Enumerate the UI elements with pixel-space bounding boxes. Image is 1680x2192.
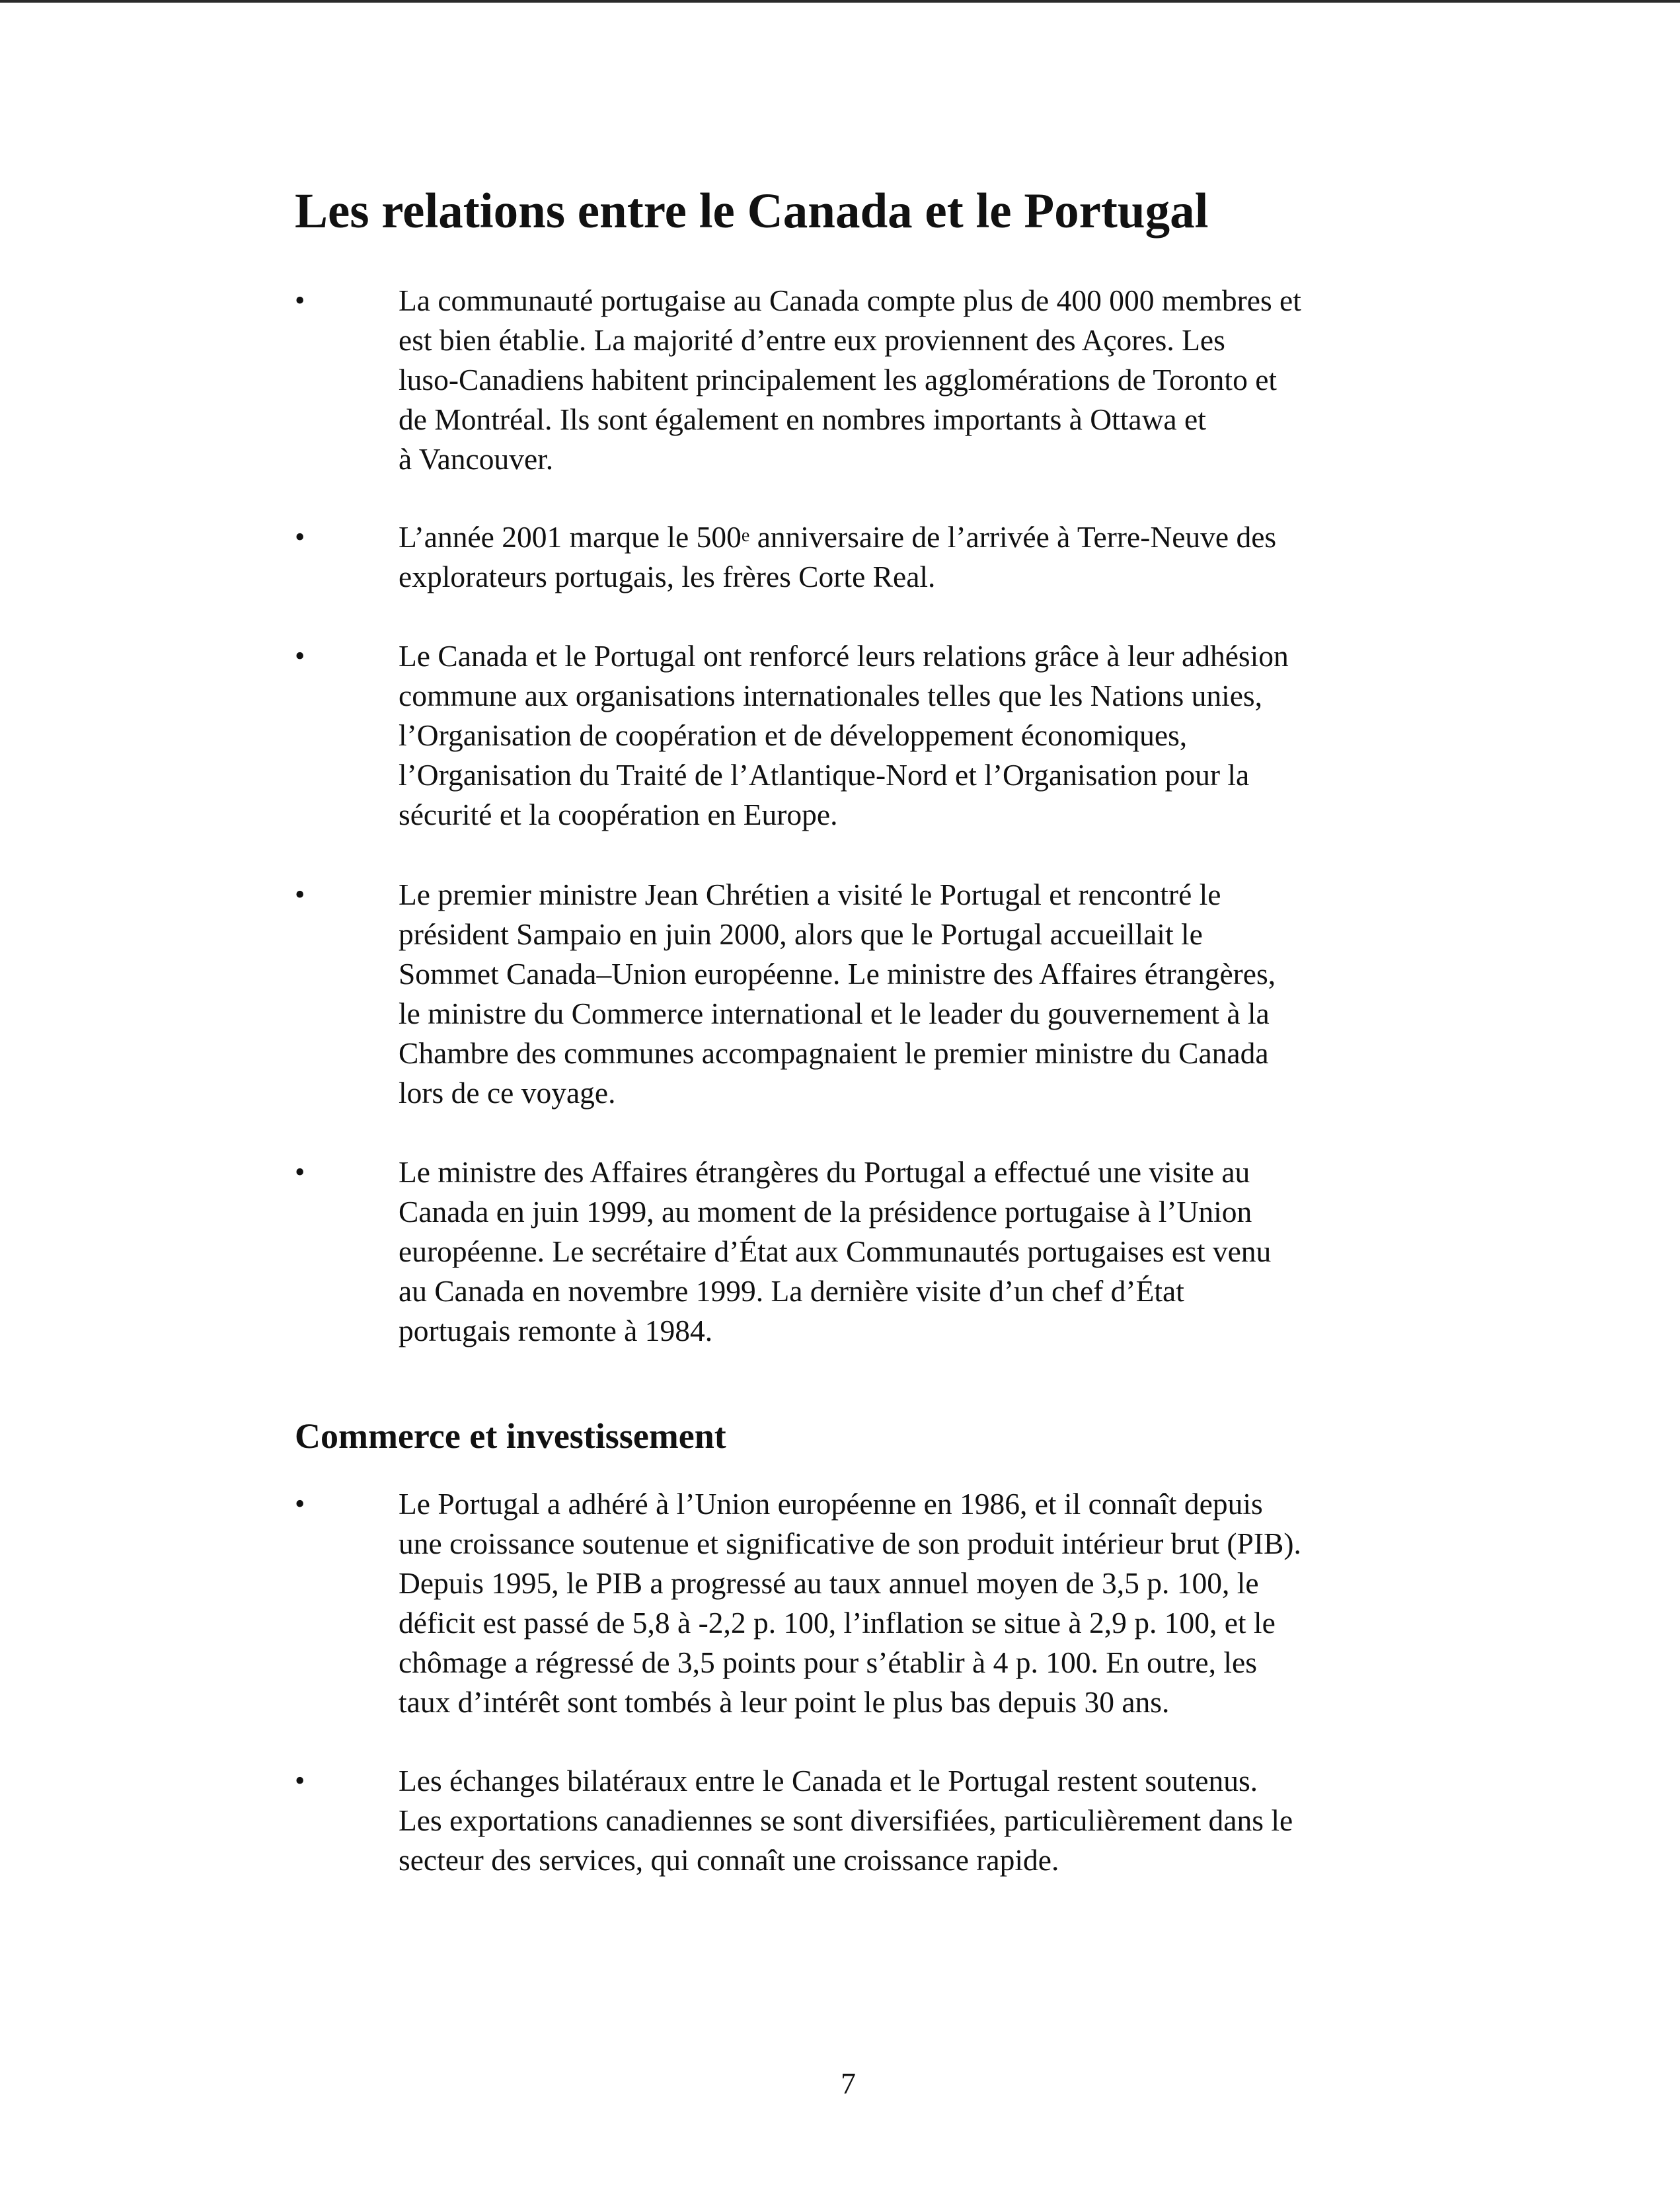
text-line: Les échanges bilatéraux entre le Canada et le Portugal restent soutenus. [399, 1764, 1258, 1797]
text-line: sécurité et la coopération en Europe. [399, 798, 838, 831]
text-line: explorateurs portugais, les frères Corte Real. [399, 560, 936, 593]
text-line: La communauté portugaise au Canada compte plus de 400 000 membres et [399, 283, 1301, 317]
bullet-marker: • [295, 878, 305, 911]
text-line: le ministre du Commerce international et le leader du gouvernement à la [399, 997, 1270, 1030]
list-item-text [399, 636, 1418, 835]
text-line: une croissance soutenue et significative de son produit intérieur brut (PIB). [399, 1527, 1301, 1560]
text-line: taux d’intérêt sont tombés à leur point le plus bas depuis 30 ans. [399, 1685, 1170, 1719]
text-line: Le ministre des Affaires étrangères du Portugal a effectué une visite au [399, 1155, 1250, 1189]
text-line: l’Organisation du Traité de l’Atlantique-Nord et l’Organisation pour la [399, 758, 1250, 792]
text-line: Le Canada et le Portugal ont renforcé leurs relations grâce à leur adhésion [399, 639, 1289, 673]
superscript: e [741, 525, 750, 546]
text-segment: anniversaire de l’arrivée à Terre-Neuve des [749, 520, 1277, 554]
bullet-marker: • [295, 640, 305, 672]
page-title: Les relations entre le Canada et le Portugal [295, 184, 1209, 239]
bullet-marker: • [295, 284, 305, 317]
list-item-text [399, 875, 1418, 1113]
text-line: Chambre des communes accompagnaient le premier ministre du Canada [399, 1036, 1269, 1070]
text-line: Le Portugal a adhéré à l’Union européenne en 1986, et il connaît depuis [399, 1487, 1263, 1521]
text-line: Canada en juin 1999, au moment de la présidence portugaise à l’Union [399, 1195, 1252, 1228]
text-line [399, 517, 1418, 557]
bullet-marker: • [295, 1156, 305, 1188]
text-line: est bien établie. La majorité d’entre eux proviennent des Açores. Les [399, 323, 1225, 357]
text-line: secteur des services, qui connaît une croissance rapide. [399, 1843, 1059, 1877]
text-line: européenne. Le secrétaire d’État aux Communautés portugaises est venu [399, 1234, 1272, 1268]
list-item-text [399, 281, 1418, 479]
text-line: à Vancouver. [399, 442, 554, 476]
text-line: Le premier ministre Jean Chrétien a visité le Portugal et rencontré le [399, 878, 1221, 911]
text-line: Les exportations canadiennes se sont diversifiées, particulièrement dans le [399, 1803, 1293, 1837]
list-item-text [399, 517, 1418, 597]
list-item-text [399, 1484, 1418, 1722]
text-line: l’Organisation de coopération et de développement économiques, [399, 718, 1188, 752]
list-item-text [399, 1761, 1418, 1880]
section-title: Commerce et investissement [295, 1416, 726, 1456]
text-line: lors de ce voyage. [399, 1076, 616, 1110]
text-segment: L’année 2001 marque le 500 [399, 520, 742, 554]
text-line: au Canada en novembre 1999. La dernière visite d’un chef d’État [399, 1274, 1184, 1308]
text-line: luso-Canadiens habitent principalement les agglomérations de Toronto et [399, 363, 1278, 397]
text-line: déficit est passé de 5,8 à -2,2 p. 100, l’inflation se situe à 2,9 p. 100, et le [399, 1606, 1276, 1640]
bullet-marker: • [295, 1764, 305, 1797]
text-line: Sommet Canada–Union européenne. Le ministre des Affaires étrangères, [399, 957, 1276, 991]
text-line: commune aux organisations internationales telles que les Nations unies, [399, 679, 1262, 712]
scan-edge-line [0, 0, 1680, 3]
text-line: de Montréal. Ils sont également en nombres importants à Ottawa et [399, 402, 1206, 436]
bullet-marker: • [295, 1488, 305, 1520]
bullet-marker: • [295, 521, 305, 553]
text-line: portugais remonte à 1984. [399, 1314, 713, 1347]
text-line: Depuis 1995, le PIB a progressé au taux annuel moyen de 3,5 p. 100, le [399, 1566, 1259, 1600]
page-number: 7 [841, 2066, 856, 2100]
list-item-text [399, 1153, 1418, 1351]
text-line: président Sampaio en juin 2000, alors que le Portugal accueillait le [399, 917, 1203, 951]
text-line: chômage a régressé de 3,5 points pour s’établir à 4 p. 100. En outre, les [399, 1645, 1257, 1679]
